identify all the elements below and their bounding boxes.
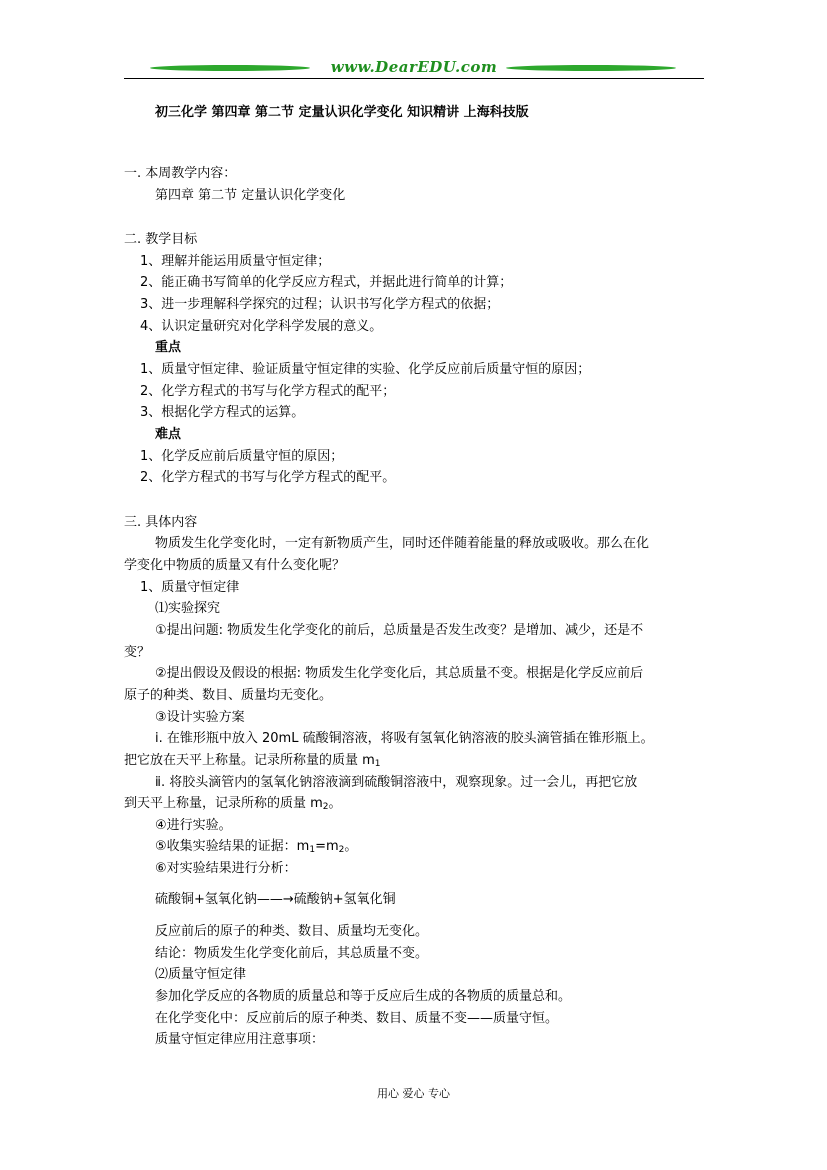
difficult-point-item: 2、化学方程式的书写与化学方程式的配平。 xyxy=(140,470,396,485)
step-item: ①提出问题: 物质发生化学变化的前后，总质量是否发生改变？是增加、减少，还是不 xyxy=(155,623,644,638)
procedure-item: ⅰ. 在锥形瓶中放入 20mL 硫酸铜溶液，将吸有氢氧化钠溶液的胶头滴管插在锥形瓶上。 xyxy=(155,731,654,746)
subscript: 2 xyxy=(338,845,345,855)
subscript: 1 xyxy=(374,759,381,769)
step-item: ④进行实验。 xyxy=(155,818,232,833)
header-divider xyxy=(124,78,704,79)
banner-right-swoosh xyxy=(506,65,677,71)
part-heading: ⑴实验探究 xyxy=(155,601,221,616)
key-point-item: 3、根据化学方程式的运算。 xyxy=(140,405,305,420)
step-item: ⑤收集实验结果的证据：$m_1=m_2$。 xyxy=(155,839,358,855)
notes-heading: 质量守恒定律应用注意事项： xyxy=(155,1032,325,1047)
step-item: ②提出假设及假设的根据: 物质发生化学变化后，其总质量不变。根据是化学反应前后 xyxy=(155,666,644,681)
banner-left-swoosh xyxy=(150,65,311,71)
subscript: 1 xyxy=(309,845,316,855)
procedure-item-cont: 把它放在天平上称量。记录所称量的质量 $m_1$ xyxy=(124,753,381,769)
section1-content: 第四章 第二节 定量认识化学变化 xyxy=(155,188,346,203)
subsection-heading: 1、质量守恒定律 xyxy=(140,580,240,595)
key-points-label: 重点 xyxy=(155,340,182,355)
law-statement: 参加化学反应的各物质的质量总和等于反应后生成的各物质的质量总和。 xyxy=(155,989,572,1004)
goal-item: 2、能正确书写简单的化学反应方程式，并据此进行简单的计算； xyxy=(140,275,513,290)
step-item: ③设计实验方案 xyxy=(155,710,245,725)
intro-paragraph: 物质发生化学变化时，一定有新物质产生，同时还伴随着能量的释放或吸收。那么在化 xyxy=(155,536,650,551)
part-heading: ⑵质量守恒定律 xyxy=(155,967,247,982)
step-item-cont: 原子的种类、数目、质量均无变化。 xyxy=(124,688,333,703)
law-statement: 在化学变化中：反应前后的原子种类、数目、质量不变——质量守恒。 xyxy=(155,1011,559,1026)
section1-heading: 一. 本周教学内容： xyxy=(124,166,237,181)
intro-paragraph-cont: 学变化中物质的质量又有什么变化呢？ xyxy=(124,558,346,573)
subscript: 2 xyxy=(322,802,329,812)
goal-item: 3、进一步理解科学探究的过程；认识书写化学方程式的依据； xyxy=(140,297,500,312)
goal-item: 4、认识定量研究对化学科学发展的意义。 xyxy=(140,319,383,334)
goal-item: 1、理解并能运用质量守恒定律； xyxy=(140,254,331,269)
header-banner xyxy=(124,56,704,80)
reaction-equation: 硫酸铜+氢氧化钠——→硫酸钠+氢氧化铜 xyxy=(155,892,396,907)
difficult-label: 难点 xyxy=(155,427,182,442)
analysis-text: 反应前后的原子的种类、数目、质量均无变化。 xyxy=(155,924,429,939)
page-footer: 用心 爱心 专心 xyxy=(377,1087,450,1100)
procedure-item: ⅱ. 将胶头滴管内的氢氧化钠溶液滴到硫酸铜溶液中，观察现象。过一会儿，再把它放 xyxy=(155,775,638,790)
section3-heading: 三. 具体内容 xyxy=(124,515,198,530)
key-point-item: 1、质量守恒定律、验证质量守恒定律的实验、化学反应前后质量守恒的原因； xyxy=(140,362,591,377)
difficult-point-item: 1、化学反应前后质量守恒的原因； xyxy=(140,449,344,464)
step-item: ⑥对实验结果进行分析： xyxy=(155,861,297,876)
key-point-item: 2、化学方程式的书写与化学方程式的配平； xyxy=(140,384,396,399)
site-logo-text: www.DearEDU.com xyxy=(330,58,498,76)
section2-heading: 二. 教学目标 xyxy=(124,232,198,247)
document-title: 初三化学 第四章 第二节 定量认识化学变化 知识精讲 上海科技版 xyxy=(155,105,529,120)
step-item-cont: 变？ xyxy=(124,645,151,660)
conclusion-text: 结论：物质发生化学变化前后，其总质量不变。 xyxy=(155,946,429,961)
procedure-item-cont: 到天平上称量，记录所称的质量 $m_2$。 xyxy=(124,796,342,812)
